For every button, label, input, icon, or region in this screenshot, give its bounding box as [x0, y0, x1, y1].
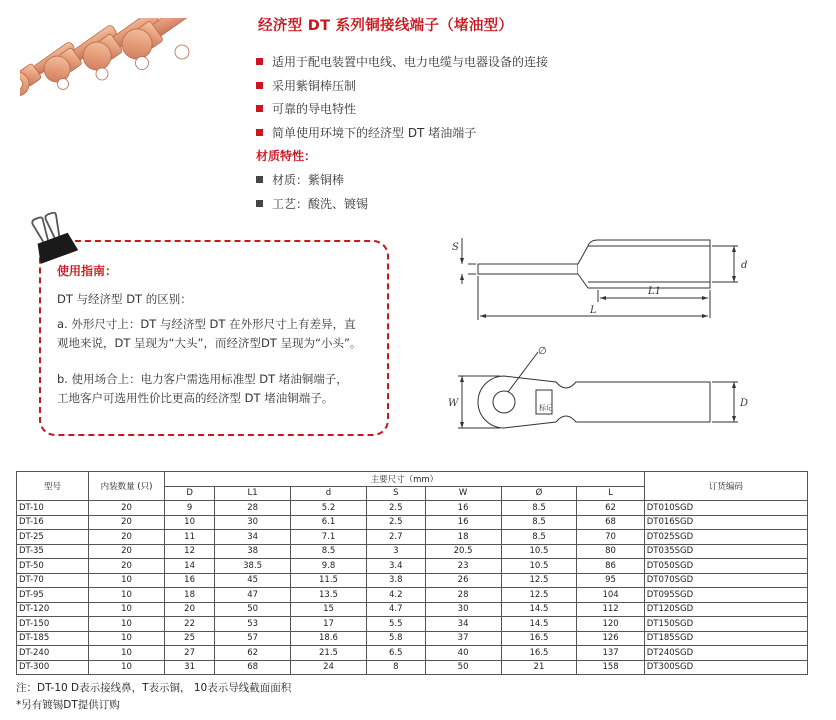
- table-cell: DT-150: [17, 617, 89, 632]
- table-cell: 14.5: [501, 602, 577, 617]
- table-cell: 45: [215, 573, 291, 588]
- table-cell: 4.7: [366, 602, 425, 617]
- table-row: [17, 588, 808, 603]
- guide-para-a-line2: 观地来说，DT 呈现为“大头”，而经济型DT 呈现为“小头”。: [57, 336, 362, 350]
- table-cell: DT035SGD: [644, 544, 807, 559]
- table-cell: 16.5: [501, 646, 577, 661]
- table-cell: 15: [291, 602, 367, 617]
- table-cell: 9: [165, 501, 215, 516]
- feature-list: [256, 50, 548, 144]
- table-cell: 5.5: [366, 617, 425, 632]
- table-cell: 2.5: [366, 501, 425, 516]
- table-cell: 3.4: [366, 559, 425, 574]
- table-row: [17, 631, 808, 646]
- table-cell: 18.6: [291, 631, 367, 646]
- table-cell: 12.5: [501, 573, 577, 588]
- table-cell: DT150SGD: [644, 617, 807, 632]
- col-subheader: Ø: [501, 486, 577, 501]
- table-cell: 126: [577, 631, 644, 646]
- table-cell: 12: [165, 544, 215, 559]
- table-cell: 31: [165, 660, 215, 675]
- square-bullet-icon: [256, 58, 263, 65]
- table-row: [17, 573, 808, 588]
- table-cell: 34: [425, 617, 501, 632]
- table-cell: 10: [89, 588, 165, 603]
- table-cell: 11: [165, 530, 215, 545]
- square-bullet-icon: [256, 105, 263, 112]
- table-cell: 10: [89, 646, 165, 661]
- table-cell: 40: [425, 646, 501, 661]
- table-cell: 70: [577, 530, 644, 545]
- table-cell: 10: [89, 573, 165, 588]
- square-bullet-icon: [256, 129, 263, 136]
- feature-item: 可靠的导电特性: [256, 97, 548, 121]
- table-cell: 28: [215, 501, 291, 516]
- table-row: [17, 602, 808, 617]
- table-cell: DT095SGD: [644, 588, 807, 603]
- col-subheader: D: [165, 486, 215, 501]
- table-cell: 62: [577, 501, 644, 516]
- table-cell: 14: [165, 559, 215, 574]
- guide-para-b-line1: b. 使用场合上：电力客户需选用标准型 DT 堵油铜端子，: [57, 372, 348, 386]
- table-cell: DT025SGD: [644, 530, 807, 545]
- table-cell: 8.5: [501, 501, 577, 516]
- table-cell: 20: [165, 602, 215, 617]
- table-cell: 23: [425, 559, 501, 574]
- table-row: [17, 544, 808, 559]
- table-cell: 10.5: [501, 544, 577, 559]
- table-cell: 9.8: [291, 559, 367, 574]
- table-cell: DT-16: [17, 515, 89, 530]
- product-title: 经济型 DT 系列铜接线端子（堵油型）: [258, 18, 514, 34]
- product-image: [20, 18, 210, 138]
- table-cell: DT120SGD: [644, 602, 807, 617]
- table-cell: 50: [425, 660, 501, 675]
- table-cell: 26: [425, 573, 501, 588]
- table-cell: 28: [425, 588, 501, 603]
- table-row: [17, 660, 808, 675]
- table-cell: 10: [89, 631, 165, 646]
- table-cell: DT300SGD: [644, 660, 807, 675]
- feature-item: 采用紫铜棒压制: [256, 74, 548, 98]
- table-row: [17, 530, 808, 545]
- dim-label-l1: L1: [648, 286, 662, 297]
- table-cell: 10: [89, 617, 165, 632]
- table-row: [17, 501, 808, 516]
- table-cell: 20: [89, 559, 165, 574]
- square-bullet-icon: [256, 176, 263, 183]
- binder-clip-icon: [30, 212, 78, 264]
- table-cell: 27: [165, 646, 215, 661]
- table-cell: 20: [89, 515, 165, 530]
- table-cell: 12.5: [501, 588, 577, 603]
- table-note: 注：DT-10 D表示接线鼻，T表示铜， 10表示导线截面面积: [16, 682, 292, 694]
- table-cell: 16: [425, 501, 501, 516]
- dim-label-phi: ∅: [538, 346, 547, 357]
- table-cell: 95: [577, 573, 644, 588]
- material-item: 工艺：酸洗、镀锡: [256, 191, 368, 215]
- table-cell: 16.5: [501, 631, 577, 646]
- table-cell: 25: [165, 631, 215, 646]
- table-cell: 68: [577, 515, 644, 530]
- table-cell: DT240SGD: [644, 646, 807, 661]
- col-header-qty: 内装数量 (只): [89, 472, 165, 501]
- dim-label-w: W: [448, 398, 459, 409]
- table-cell: 3: [366, 544, 425, 559]
- table-cell: 8.5: [291, 544, 367, 559]
- col-subheader: W: [425, 486, 501, 501]
- table-cell: 4.2: [366, 588, 425, 603]
- col-header-main-dims: 主要尺寸（mm）: [165, 472, 645, 487]
- table-cell: 6.1: [291, 515, 367, 530]
- table-row: [17, 617, 808, 632]
- table-cell: 20: [89, 530, 165, 545]
- table-cell: 30: [215, 515, 291, 530]
- table-cell: 20.5: [425, 544, 501, 559]
- table-cell: DT070SGD: [644, 573, 807, 588]
- col-subheader: L: [577, 486, 644, 501]
- table-cell: DT-120: [17, 602, 89, 617]
- table-cell: 21.5: [291, 646, 367, 661]
- col-header-model: 型号: [17, 472, 89, 501]
- table-cell: 21: [501, 660, 577, 675]
- table-cell: 10: [165, 515, 215, 530]
- table-cell: DT-240: [17, 646, 89, 661]
- table-cell: 50: [215, 602, 291, 617]
- table-row: [17, 559, 808, 574]
- feature-item: 简单使用环境下的经济型 DT 堵油端子: [256, 121, 548, 145]
- dim-label-big-d: D: [740, 398, 749, 409]
- material-list: [256, 167, 368, 215]
- table-cell: 10: [89, 602, 165, 617]
- table-cell: DT-70: [17, 573, 89, 588]
- square-bullet-icon: [256, 82, 263, 89]
- table-cell: DT-300: [17, 660, 89, 675]
- table-cell: 2.7: [366, 530, 425, 545]
- col-subheader: S: [366, 486, 425, 501]
- table-cell: 6.5: [366, 646, 425, 661]
- table-cell: 20: [89, 544, 165, 559]
- table-cell: DT-95: [17, 588, 89, 603]
- table-cell: 2.5: [366, 515, 425, 530]
- col-subheader: d: [291, 486, 367, 501]
- material-heading: 材质特性：: [256, 149, 317, 163]
- col-header-code: 订货编码: [644, 472, 807, 501]
- dim-label-s: S: [452, 242, 459, 253]
- square-bullet-icon: [256, 200, 263, 207]
- top-view-drawing: [438, 346, 758, 446]
- table-cell: 20: [89, 501, 165, 516]
- table-cell: 16: [425, 515, 501, 530]
- table-cell: 17: [291, 617, 367, 632]
- table-cell: 37: [425, 631, 501, 646]
- table-cell: 68: [215, 660, 291, 675]
- table-cell: 5.2: [291, 501, 367, 516]
- table-row: [17, 646, 808, 661]
- table-cell: DT-10: [17, 501, 89, 516]
- table-cell: 10: [89, 660, 165, 675]
- table-cell: 3.8: [366, 573, 425, 588]
- side-view-drawing: [438, 228, 758, 328]
- guide-para-b-line2: 工地客户可选用性价比更高的经济型 DT 堵油铜端子。: [57, 391, 334, 405]
- table-cell: 158: [577, 660, 644, 675]
- table-cell: 34: [215, 530, 291, 545]
- table-cell: DT050SGD: [644, 559, 807, 574]
- table-cell: 11.5: [291, 573, 367, 588]
- table-cell: 18: [165, 588, 215, 603]
- table-cell: DT185SGD: [644, 631, 807, 646]
- table-cell: 8: [366, 660, 425, 675]
- table-cell: DT-35: [17, 544, 89, 559]
- table-cell: 18: [425, 530, 501, 545]
- stamp-label: 标记: [539, 404, 553, 412]
- table-cell: 24: [291, 660, 367, 675]
- table-cell: 30: [425, 602, 501, 617]
- table-cell: DT016SGD: [644, 515, 807, 530]
- table-cell: DT010SGD: [644, 501, 807, 516]
- table-cell: 57: [215, 631, 291, 646]
- table-cell: 104: [577, 588, 644, 603]
- table-cell: 62: [215, 646, 291, 661]
- guide-title: 使用指南：: [57, 264, 118, 278]
- table-cell: 13.5: [291, 588, 367, 603]
- table-cell: DT-25: [17, 530, 89, 545]
- table-cell: 8.5: [501, 530, 577, 545]
- table-cell: 120: [577, 617, 644, 632]
- table-row: [17, 515, 808, 530]
- table-cell: 47: [215, 588, 291, 603]
- table-cell: 53: [215, 617, 291, 632]
- table-cell: DT-185: [17, 631, 89, 646]
- table-cell: 38: [215, 544, 291, 559]
- table-cell: 38.5: [215, 559, 291, 574]
- table-cell: 16: [165, 573, 215, 588]
- table-cell: 14.5: [501, 617, 577, 632]
- spec-table: [16, 471, 808, 675]
- table-cell: 5.8: [366, 631, 425, 646]
- table-body: [17, 501, 808, 675]
- guide-para-a-line1: a. 外形尺寸上：DT 与经济型 DT 在外形尺寸上有差异，直: [57, 317, 356, 331]
- table-cell: 10.5: [501, 559, 577, 574]
- table-cell: 8.5: [501, 515, 577, 530]
- dim-label-l: L: [590, 305, 597, 316]
- col-subheader: L1: [215, 486, 291, 501]
- table-cell: 137: [577, 646, 644, 661]
- guide-intro: DT 与经济型 DT 的区别：: [57, 292, 192, 306]
- table-cell: DT-50: [17, 559, 89, 574]
- table-cell: 80: [577, 544, 644, 559]
- table-cell: 112: [577, 602, 644, 617]
- material-item: 材质：紫铜棒: [256, 167, 368, 191]
- feature-item: 适用于配电装置中电线、电力电缆与电器设备的连接: [256, 50, 548, 74]
- dim-label-d: d: [741, 260, 748, 271]
- table-note-extra: *另有镀锡DT提供订购: [16, 699, 120, 711]
- table-cell: 7.1: [291, 530, 367, 545]
- table-cell: 86: [577, 559, 644, 574]
- table-cell: 22: [165, 617, 215, 632]
